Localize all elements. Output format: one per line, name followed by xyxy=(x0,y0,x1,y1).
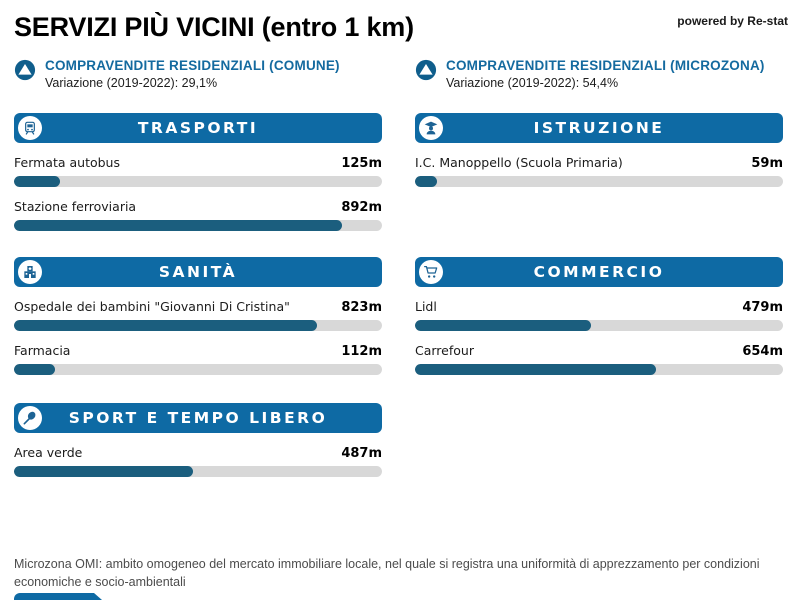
delta-icon xyxy=(14,59,36,81)
distance-item xyxy=(14,299,382,331)
distance-bar-fill xyxy=(14,466,193,477)
section-header xyxy=(415,113,783,143)
distance-bar-track xyxy=(14,176,382,187)
distance-bar-track xyxy=(415,320,783,331)
item-label: Lidl xyxy=(415,299,437,314)
distance-bar-fill xyxy=(14,176,60,187)
hospital-icon xyxy=(18,260,42,284)
distance-bar-track xyxy=(415,176,783,187)
section-header xyxy=(14,113,382,143)
item-label: Farmacia xyxy=(14,343,71,358)
item-label: Stazione ferroviaria xyxy=(14,199,137,214)
distance-item xyxy=(14,445,382,477)
item-label: Fermata autobus xyxy=(14,155,120,170)
service-section xyxy=(14,257,382,375)
item-label: Carrefour xyxy=(415,343,474,358)
section-items xyxy=(14,143,382,231)
tennis-icon xyxy=(18,406,42,430)
section-items xyxy=(415,143,783,187)
distance-bar-fill xyxy=(14,364,55,375)
item-distance: 112m xyxy=(341,344,382,359)
service-section xyxy=(415,257,783,375)
distance-bar-track xyxy=(415,364,783,375)
item-label: I.C. Manoppello (Scuola Primaria) xyxy=(415,155,623,170)
item-distance: 479m xyxy=(742,300,783,315)
distance-item xyxy=(415,343,783,375)
distance-item xyxy=(14,199,382,231)
distance-bar-fill xyxy=(415,176,437,187)
section-header xyxy=(14,403,382,433)
section-title: SANITÀ xyxy=(158,263,238,281)
service-section xyxy=(415,113,783,187)
section-header xyxy=(14,257,382,287)
section-title: COMMERCIO xyxy=(533,263,665,281)
distance-item xyxy=(14,343,382,375)
item-label: Area verde xyxy=(14,445,83,460)
cart-icon xyxy=(419,260,443,284)
item-distance: 487m xyxy=(341,446,382,461)
next-section-header-stub xyxy=(14,593,102,600)
item-distance: 654m xyxy=(742,344,783,359)
distance-bar-fill xyxy=(415,364,656,375)
footer-disclaimer: Microzona OMI: ambito omogeneo del mercato immobiliare locale, nel quale si registra una uniformità di apprezzamento per condizioni economiche e socio-ambientali xyxy=(14,557,760,590)
stat-microzona-label: COMPRAVENDITE RESIDENZIALI (MICROZONA) xyxy=(446,58,765,73)
item-label: Ospedale dei bambini "Giovanni Di Cristina" xyxy=(14,299,290,314)
section-title: TRASPORTI xyxy=(137,119,259,137)
distance-bar-fill xyxy=(415,320,591,331)
distance-bar-track xyxy=(14,466,382,477)
stat-comune xyxy=(14,58,340,90)
section-header xyxy=(415,257,783,287)
section-items xyxy=(14,433,382,477)
distance-item xyxy=(415,155,783,187)
section-items xyxy=(14,287,382,375)
distance-item xyxy=(415,299,783,331)
page-title: SERVIZI PIÙ VICINI (entro 1 km) xyxy=(14,12,414,42)
item-distance: 892m xyxy=(341,200,382,215)
service-section xyxy=(14,113,382,231)
stat-comune-label: COMPRAVENDITE RESIDENZIALI (COMUNE) xyxy=(45,58,340,73)
distance-bar-track xyxy=(14,220,382,231)
stat-microzona xyxy=(415,58,765,90)
student-icon xyxy=(419,116,443,140)
item-distance: 823m xyxy=(341,300,382,315)
stat-microzona-variation: Variazione (2019-2022): 54,4% xyxy=(446,76,619,90)
distance-bar-track xyxy=(14,320,382,331)
section-title: ISTRUZIONE xyxy=(533,119,665,137)
distance-item xyxy=(14,155,382,187)
distance-bar-track xyxy=(14,364,382,375)
distance-bar-fill xyxy=(14,320,317,331)
service-section xyxy=(14,403,382,477)
item-distance: 125m xyxy=(341,156,382,171)
item-distance: 59m xyxy=(751,156,783,171)
stat-comune-variation: Variazione (2019-2022): 29,1% xyxy=(45,76,218,90)
sections-grid xyxy=(14,113,783,477)
section-items xyxy=(415,287,783,375)
section-title: SPORT E TEMPO LIBERO xyxy=(68,409,328,427)
bus-icon xyxy=(18,116,42,140)
delta-icon xyxy=(415,59,437,81)
powered-by-label: powered by Re-stat xyxy=(677,14,788,28)
distance-bar-fill xyxy=(14,220,342,231)
